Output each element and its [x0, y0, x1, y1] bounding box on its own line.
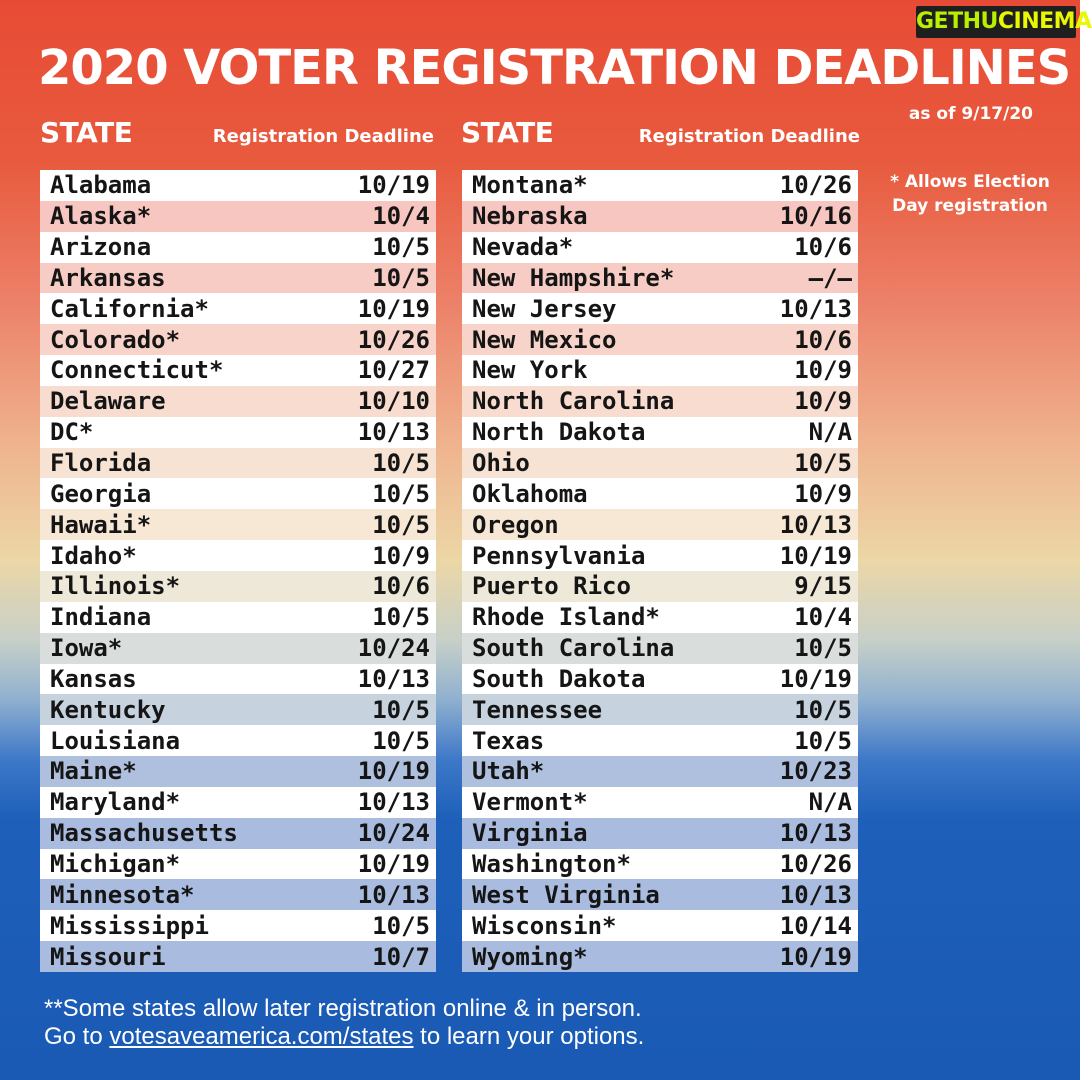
deadline-value: 10/5	[372, 695, 430, 724]
state-name: Illinois*	[50, 572, 181, 601]
state-name: Mississippi	[50, 911, 209, 940]
deadline-value: 10/7	[372, 942, 430, 971]
state-name: Kentucky	[50, 695, 166, 724]
table-row	[40, 694, 436, 725]
deadline-value: 10/5	[794, 695, 852, 724]
table-row	[40, 664, 436, 695]
state-header: STATE	[461, 116, 554, 149]
table-row	[40, 509, 436, 540]
table-row	[40, 417, 436, 448]
table-row	[40, 201, 436, 232]
table-row	[462, 355, 858, 386]
deadline-value: 10/5	[794, 634, 852, 663]
state-name: New Jersey	[472, 294, 617, 323]
deadline-value: 10/14	[779, 911, 852, 940]
state-name: Puerto Rico	[472, 572, 631, 601]
state-name: Tennessee	[472, 695, 603, 724]
deadline-value: 10/13	[779, 880, 852, 909]
state-name: South Dakota	[472, 664, 646, 693]
footer-line1: **Some states allow later registration online & in person.	[44, 995, 642, 1022]
deadline-value: 10/13	[779, 819, 852, 848]
deadline-header: Registration Deadline	[212, 126, 434, 147]
state-name: New Mexico	[472, 325, 617, 354]
deadline-value: 10/5	[372, 911, 430, 940]
table-row	[40, 756, 436, 787]
table-row	[462, 633, 858, 664]
state-name: Virginia	[472, 819, 588, 848]
deadline-value: 10/5	[794, 726, 852, 755]
table-row	[462, 448, 858, 479]
deadline-value: N/A	[808, 418, 852, 447]
deadline-value: 10/26	[779, 171, 852, 200]
table-row	[462, 849, 858, 880]
deadline-value: 10/24	[357, 819, 430, 848]
table-row	[40, 170, 436, 201]
state-name: New York	[472, 356, 588, 385]
deadline-value: 10/5	[794, 449, 852, 478]
state-name: Alaska*	[50, 202, 152, 231]
table-row	[40, 941, 436, 972]
table-row	[462, 879, 858, 910]
table-row	[462, 571, 858, 602]
deadline-value: 10/23	[779, 757, 852, 786]
table-row	[462, 232, 858, 263]
deadline-value: 10/13	[779, 510, 852, 539]
state-name: Kansas	[50, 664, 137, 693]
table-row	[40, 232, 436, 263]
state-name: Texas	[472, 726, 545, 755]
poster-title: 2020 VOTER REGISTRATION DEADLINES	[38, 40, 1071, 96]
table-row	[40, 478, 436, 509]
deadline-value: –/–	[808, 263, 852, 292]
state-name: West Virginia	[472, 880, 660, 909]
state-name: Nebraska	[472, 202, 588, 231]
table-row	[462, 417, 858, 448]
table-row	[462, 664, 858, 695]
table-row	[40, 571, 436, 602]
table-row	[462, 756, 858, 787]
state-name: Rhode Island*	[472, 603, 660, 632]
state-name: Wisconsin*	[472, 911, 617, 940]
state-name: Hawaii*	[50, 510, 152, 539]
state-name: Arizona	[50, 233, 152, 262]
table-row	[462, 910, 858, 941]
table-row	[40, 725, 436, 756]
deadline-value: 10/13	[357, 880, 430, 909]
state-name: Connecticut*	[50, 356, 224, 385]
deadline-value: 10/19	[357, 849, 430, 878]
table-row	[40, 293, 436, 324]
state-name: Oregon	[472, 510, 559, 539]
states-link[interactable]: votesaveamerica.com/states	[109, 1023, 414, 1050]
deadline-value: 10/19	[779, 942, 852, 971]
deadline-value: 10/9	[794, 479, 852, 508]
state-name: North Dakota	[472, 418, 646, 447]
deadline-value: 10/16	[779, 202, 852, 231]
state-name: South Carolina	[472, 634, 675, 663]
table-row	[462, 263, 858, 294]
footer-line2	[44, 1023, 644, 1051]
deadline-value: 10/24	[357, 634, 430, 663]
table-row	[40, 448, 436, 479]
table-row	[40, 324, 436, 355]
table-row	[462, 509, 858, 540]
left-column-header	[40, 116, 434, 156]
table-row	[462, 478, 858, 509]
deadline-value: 10/5	[372, 233, 430, 262]
state-name: Ohio	[472, 449, 530, 478]
state-name: Iowa*	[50, 634, 123, 663]
left-deadline-table	[40, 170, 436, 972]
deadline-header: Registration Deadline	[638, 126, 860, 147]
state-header: STATE	[40, 116, 133, 149]
table-row	[462, 602, 858, 633]
table-row	[462, 293, 858, 324]
state-name: Maryland*	[50, 788, 181, 817]
table-row	[462, 540, 858, 571]
deadline-value: 10/5	[372, 603, 430, 632]
deadline-value: 10/19	[779, 664, 852, 693]
state-name: Oklahoma	[472, 479, 588, 508]
state-name: Utah*	[472, 757, 545, 786]
deadline-value: N/A	[808, 788, 852, 817]
state-name: Idaho*	[50, 541, 137, 570]
deadline-value: 10/5	[372, 449, 430, 478]
deadline-value: 10/9	[372, 541, 430, 570]
table-row	[40, 879, 436, 910]
watermark-part1: GETHU	[916, 9, 998, 34]
state-name: Louisiana	[50, 726, 181, 755]
deadline-value: 10/13	[357, 418, 430, 447]
state-name: Massachusetts	[50, 819, 238, 848]
table-row	[462, 201, 858, 232]
deadline-value: 10/6	[372, 572, 430, 601]
state-name: North Carolina	[472, 387, 675, 416]
state-name: Montana*	[472, 171, 588, 200]
footer-line2-prefix: Go to	[44, 1023, 110, 1050]
footer-line2-suffix: to learn your options.	[413, 1023, 645, 1050]
as-of-date: as of 9/17/20	[908, 104, 1033, 124]
deadline-value: 10/13	[357, 664, 430, 693]
table-row	[462, 725, 858, 756]
deadline-value: 10/4	[794, 603, 852, 632]
state-name: California*	[50, 294, 209, 323]
right-column-header	[461, 116, 860, 156]
state-name: Washington*	[472, 849, 631, 878]
state-name: Delaware	[50, 387, 166, 416]
state-name: Alabama	[50, 171, 152, 200]
state-name: Florida	[50, 449, 152, 478]
state-name: Pennsylvania	[472, 541, 646, 570]
deadline-value: 10/9	[794, 356, 852, 385]
state-name: Missouri	[50, 942, 166, 971]
deadline-value: 10/27	[357, 356, 430, 385]
table-row	[462, 170, 858, 201]
state-name: DC*	[50, 418, 94, 447]
table-row	[40, 910, 436, 941]
state-name: New Hampshire*	[472, 263, 675, 292]
table-row	[40, 849, 436, 880]
table-row	[462, 818, 858, 849]
deadline-value: 10/4	[372, 202, 430, 231]
state-name: Wyoming*	[472, 942, 588, 971]
watermark-part2: CINEMA	[997, 9, 1092, 34]
state-name: Maine*	[50, 757, 137, 786]
deadline-value: 10/5	[372, 263, 430, 292]
table-row	[40, 386, 436, 417]
table-row	[40, 787, 436, 818]
state-name: Indiana	[50, 603, 152, 632]
state-name: Minnesota*	[50, 880, 195, 909]
deadline-value: 10/9	[794, 387, 852, 416]
state-name: Arkansas	[50, 263, 166, 292]
deadline-value: 10/26	[779, 849, 852, 878]
deadline-value: 10/19	[357, 171, 430, 200]
deadline-value: 10/13	[779, 294, 852, 323]
table-row	[40, 633, 436, 664]
deadline-value: 10/19	[779, 541, 852, 570]
deadline-value: 10/26	[357, 325, 430, 354]
deadline-value: 9/15	[794, 572, 852, 601]
table-row	[462, 386, 858, 417]
deadline-value: 10/19	[357, 757, 430, 786]
table-row	[462, 787, 858, 818]
table-row	[462, 324, 858, 355]
election-day-note: * Allows Election Day registration	[890, 172, 1050, 216]
deadline-value: 10/5	[372, 726, 430, 755]
table-row	[40, 540, 436, 571]
deadline-value: 10/13	[357, 788, 430, 817]
right-deadline-table	[462, 170, 858, 972]
table-row	[40, 602, 436, 633]
deadline-value: 10/10	[357, 387, 430, 416]
table-row	[462, 941, 858, 972]
table-row	[462, 694, 858, 725]
deadline-value: 10/5	[372, 479, 430, 508]
footer-note	[44, 995, 644, 1051]
table-row	[40, 263, 436, 294]
state-name: Nevada*	[472, 233, 574, 262]
deadline-value: 10/19	[357, 294, 430, 323]
table-row	[40, 818, 436, 849]
deadline-value: 10/6	[794, 325, 852, 354]
watermark-logo	[916, 6, 1092, 38]
state-name: Georgia	[50, 479, 152, 508]
state-name: Vermont*	[472, 788, 588, 817]
deadline-value: 10/6	[794, 233, 852, 262]
state-name: Colorado*	[50, 325, 181, 354]
table-row	[40, 355, 436, 386]
deadline-value: 10/5	[372, 510, 430, 539]
state-name: Michigan*	[50, 849, 181, 878]
